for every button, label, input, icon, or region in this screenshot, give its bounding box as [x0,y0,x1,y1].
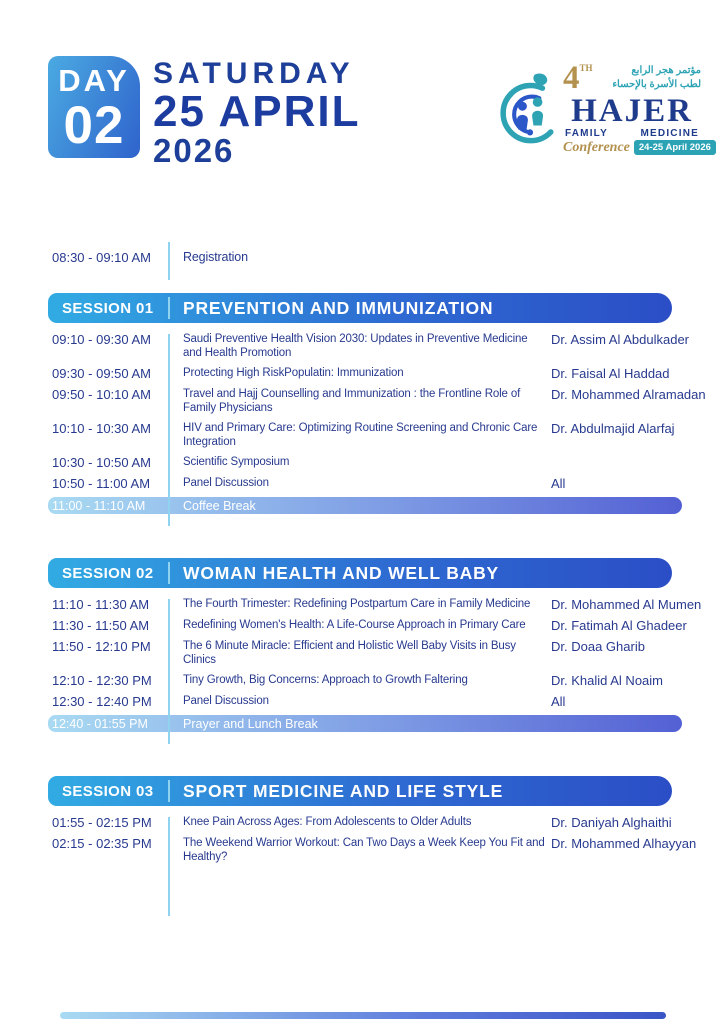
agenda-time: 02:15 - 02:35 PM [52,836,152,851]
session-block [48,776,697,864]
logo-ordinal: 4TH [563,60,593,97]
agenda-time: 08:30 - 09:10 AM [52,250,152,265]
agenda-speaker [551,250,672,265]
agenda-speaker: Dr. Doaa Gharib [551,639,645,654]
agenda-time: 10:10 - 10:30 AM [52,421,152,436]
logo-arabic-line1: مؤتمر هجر الرابع [631,65,701,77]
agenda-time: 10:30 - 10:50 AM [52,455,152,470]
session-title: WOMAN HEALTH AND WELL BABY [183,562,500,583]
agenda-speaker [551,455,672,470]
date-block [153,56,361,169]
logo-medicine: MEDICINE [640,127,699,139]
date-text: 25 APRIL [153,86,361,136]
weekday-text: SATURDAY [153,57,355,90]
agenda-time: 01:55 - 02:15 PM [52,815,152,830]
break-topic: Coffee Break [183,498,256,513]
session-header [48,293,672,323]
session-label: SESSION 01 [62,299,154,317]
agenda-time: 11:50 - 12:10 PM [52,639,151,654]
agenda-row [48,387,706,415]
agenda-row [48,618,687,633]
agenda-time: 09:10 - 09:30 AM [52,332,152,347]
agenda-topic: Protecting High RiskPopulatin: Immunization [183,367,404,379]
break-time: 11:00 - 11:10 AM [52,498,146,513]
agenda-row [48,421,675,449]
agenda-speaker: Dr. Fatimah Al Ghadeer [551,618,687,633]
agenda-time: 11:10 - 11:30 AM [52,597,150,612]
agenda-row [48,455,672,470]
day-label: DAY [58,62,130,98]
day-number: 02 [63,95,125,155]
agenda-topic: The 6 Minute Miracle: Efficient and Holistic Well Baby Visits in Busy Clinics [183,640,516,666]
agenda-speaker: Dr. Mohammed Alramadan [551,387,706,402]
agenda-row [48,836,697,864]
agenda-topic: HIV and Primary Care: Optimizing Routine Screening and Chronic Care Integration [183,422,538,448]
schedule [48,250,706,908]
session-block [48,293,706,514]
agenda-row [48,694,672,709]
logo-arabic-line2: لطب الأسرة بالإحساء [612,78,701,90]
sessions-container [48,293,706,864]
agenda-topic: Saudi Preventive Health Vision 2030: Updates in Preventive Medicine and Health Promotion [183,333,528,359]
year-text: 2026 [153,132,235,170]
agenda-row [48,332,690,360]
agenda-row [48,597,702,612]
logo-family-medicine [563,128,701,139]
session-header [48,558,672,588]
agenda-speaker: Dr. Mohammed Alhayyan [551,836,697,851]
agenda-speaker: All [551,476,566,491]
footer-accent-bar [60,1012,666,1019]
session-divider-line [168,599,170,744]
session-divider-line [168,334,170,526]
logo-arabic-title [596,64,701,91]
agenda-time: 09:50 - 10:10 AM [52,387,152,402]
agenda-time: 10:50 - 11:00 AM [52,476,151,491]
agenda-topic: Travel and Hajj Counselling and Immunization : the Frontline Role of Family Physicians [183,388,521,414]
agenda-topic: Knee Pain Across Ages: From Adolescents to Older Adults [183,816,472,828]
agenda-row [48,639,672,667]
family-figure-icon [499,56,561,164]
agenda-speaker: Dr. Assim Al Abdulkader [551,332,690,347]
session-title: SPORT MEDICINE AND LIFE STYLE [183,780,504,801]
agenda-time: 12:10 - 12:30 PM [52,673,152,688]
session-header [48,776,672,806]
agenda-topic: The Weekend Warrior Workout: Can Two Days a Week Keep You Fit and Healthy? [183,837,545,863]
logo-conference-script: Conference [563,139,630,155]
agenda-topic: Redefining Women's Health: A Life-Course Approach in Primary Care [183,619,526,631]
agenda-speaker: Dr. Daniyah Alghaithi [551,815,672,830]
session-title: PREVENTION AND IMMUNIZATION [183,297,494,318]
agenda-row [48,476,672,491]
agenda-time: 12:30 - 12:40 PM [52,694,152,709]
session-label: SESSION 02 [62,564,154,582]
agenda-topic: Panel Discussion [183,477,269,489]
agenda-speaker: All [551,694,566,709]
agenda-speaker: Dr. Khalid Al Noaim [551,673,663,688]
logo-text [563,60,711,156]
logo-family: FAMILY [565,127,608,139]
day-badge [48,56,140,158]
agenda-row [48,673,672,688]
agenda-topic: Registration [183,250,248,264]
agenda-speaker: Dr. Abdulmajid Alarfaj [551,421,675,436]
registration-divider-line [168,242,170,280]
break-time: 12:40 - 01:55 PM [52,716,148,731]
agenda-time: 09:30 - 09:50 AM [52,366,152,381]
session-header-divider [168,297,170,319]
agenda-speaker: Dr. Mohammed Al Mumen [551,597,702,612]
registration-row [48,250,672,265]
break-row [48,497,682,514]
session-header-divider [168,780,170,802]
session-divider-line [168,817,170,916]
agenda-topic: Scientific Symposium [183,456,290,468]
agenda-row [48,366,672,381]
session-header-divider [168,562,170,584]
agenda-time: 11:30 - 11:50 AM [52,618,150,633]
agenda-topic: Tiny Growth, Big Concerns: Approach to Growth Faltering [183,674,468,686]
session-label: SESSION 03 [62,782,154,800]
logo-date-badge: 24-25 April 2026 [634,140,716,155]
agenda-topic: Panel Discussion [183,695,269,707]
session-block [48,558,702,732]
conference-logo [499,56,711,164]
break-row [48,715,682,732]
logo-name: HAJER [571,92,693,129]
agenda-row [48,815,672,830]
registration-block [48,250,672,265]
agenda-topic: The Fourth Trimester: Redefining Postpartum Care in Family Medicine [183,598,531,610]
agenda-speaker: Dr. Faisal Al Haddad [551,366,670,381]
break-topic: Prayer and Lunch Break [183,716,318,731]
